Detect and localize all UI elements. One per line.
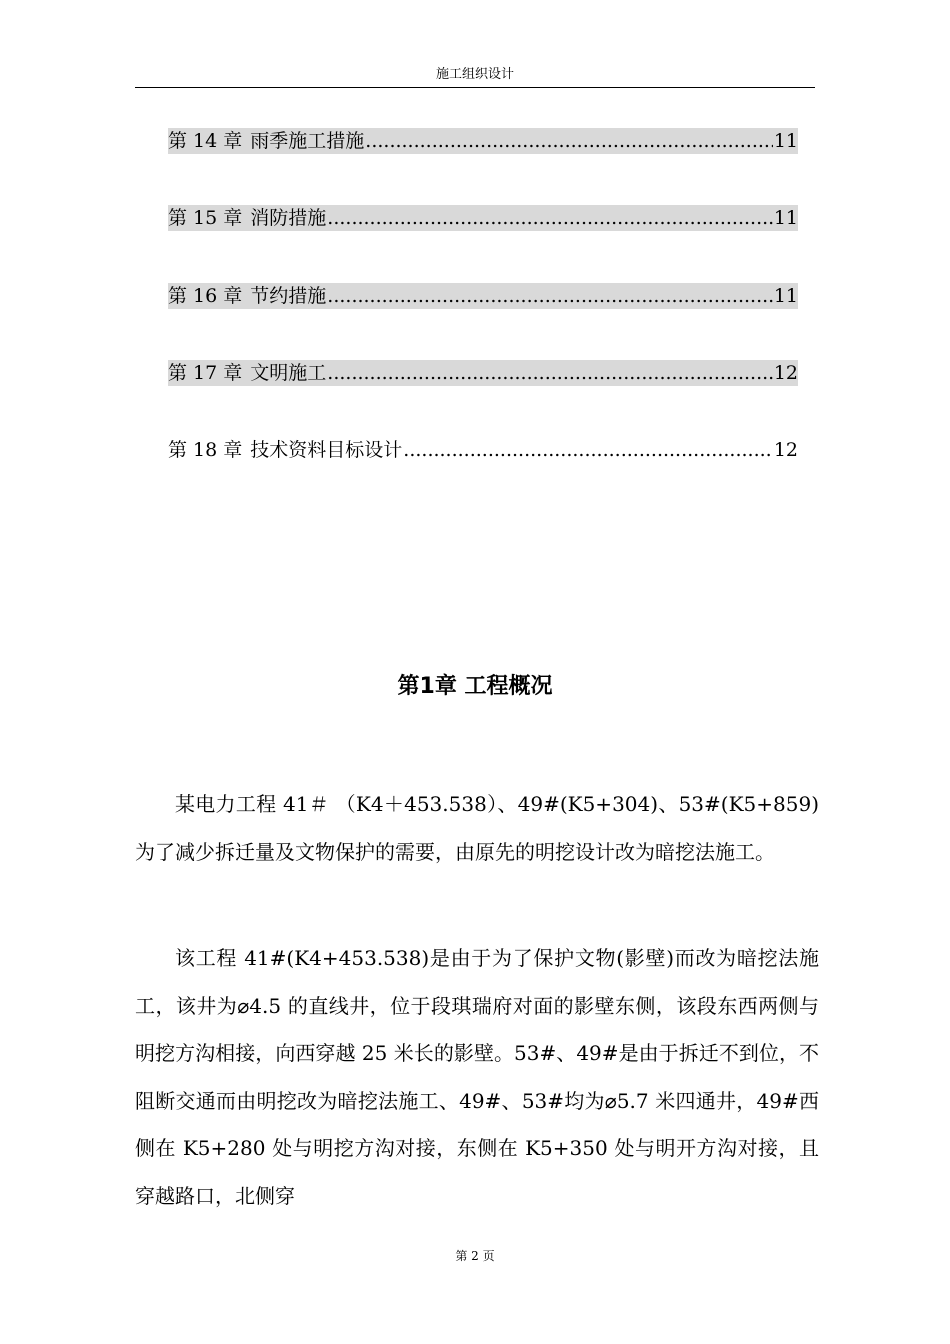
toc-chapter-number: 第 16 章 — [168, 285, 243, 307]
toc-leader-dots — [327, 283, 773, 309]
toc-page-number: 12 — [773, 439, 798, 461]
toc-chapter-title: 文明施工 — [250, 362, 327, 384]
toc-chapter-number: 第 17 章 — [168, 362, 243, 384]
toc-page-number: 11 — [773, 130, 798, 152]
body-text — [135, 781, 819, 876]
paragraph: 某电力工程 41＃ （K4＋453.538）、49#(K5+304)、53#(K5+859)为了减少拆迁量及文物保护的需要，由原先的明挖设计改为暗挖法施工。 — [135, 792, 819, 864]
toc-chapter-number: 第 14 章 — [168, 130, 243, 152]
toc-chapter-title: 雨季施工措施 — [250, 130, 365, 152]
toc-page-number: 12 — [773, 362, 798, 384]
toc-page-number: 11 — [773, 285, 798, 307]
chapter-title: 第1章 工程概况 — [397, 674, 553, 699]
toc-leader-dots — [327, 360, 773, 386]
paragraph: 该工程 41#(K4+453.538)是由于为了保护文物(影壁)而改为暗挖法施工，该井为⌀4.5 的直线井，位于段琪瑞府对面的影壁东侧，该段东西两侧与明挖方沟相接，向西穿越 25 米长的影壁。53#、49#是由于拆迁不到位，不阻断交通而由明挖改为暗挖法施工、49#、53#均为⌀5.7 米四通井，49#西侧在 K5+280 处与明挖方沟对接，东侧在 K5+350 处与明开方沟对接，且穿越路口，北侧穿 — [135, 946, 819, 1208]
body-text — [135, 935, 819, 1220]
toc-entry-16[interactable] — [168, 283, 798, 309]
toc-entry-15[interactable] — [168, 205, 798, 231]
toc-chapter-number: 第 18 章 — [168, 439, 243, 461]
page-footer: 第 2 页 — [455, 1249, 495, 1263]
toc-leader-dots — [403, 437, 773, 463]
toc-chapter-title: 消防措施 — [250, 207, 327, 229]
toc-entry-18[interactable] — [168, 437, 798, 463]
toc-entry-17[interactable] — [168, 360, 798, 386]
toc-entry-14[interactable] — [168, 128, 798, 154]
toc-leader-dots — [365, 128, 773, 154]
toc-chapter-title: 技术资料目标设计 — [250, 439, 403, 461]
toc-chapter-number: 第 15 章 — [168, 207, 243, 229]
toc-page-number: 11 — [773, 207, 798, 229]
toc-chapter-title: 节约措施 — [250, 285, 327, 307]
page-header: 施工组织设计 — [435, 67, 514, 82]
header-rule — [135, 87, 815, 88]
toc-leader-dots — [327, 205, 773, 231]
